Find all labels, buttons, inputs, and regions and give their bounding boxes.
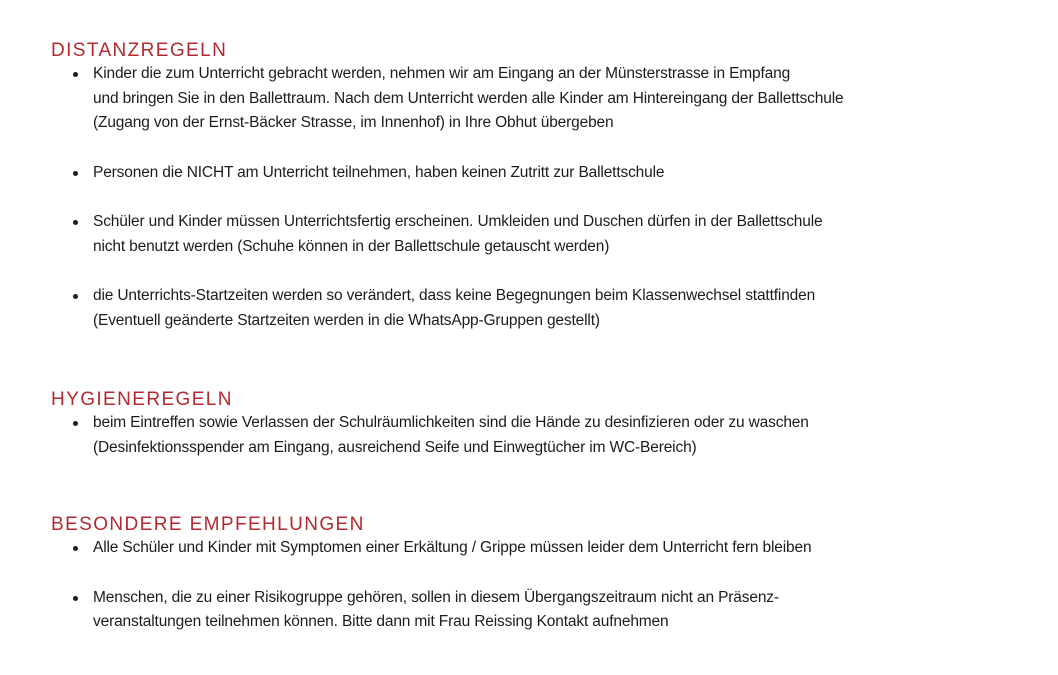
list-item-line: Alle Schüler und Kinder mit Symptomen einer Erkältung / Grippe müssen leider dem Unterricht fern bleiben	[93, 539, 812, 556]
list-item	[51, 536, 1011, 561]
list-item-line: die Unterrichts-Startzeiten werden so verändert, dass keine Begegnungen beim Klassenwechsel stattfinden	[93, 287, 816, 304]
rule-list	[51, 536, 1011, 635]
list-item	[51, 161, 1011, 186]
bullet-icon	[73, 546, 78, 551]
bullet-icon	[73, 220, 78, 225]
list-item-line: nicht benutzt werden (Schuhe können in der Ballettschule getauscht werden)	[93, 237, 610, 255]
section-heading: HYGIENEREGELN	[51, 389, 233, 410]
section-besondere-empfehlungen	[51, 514, 1011, 635]
list-item-line: beim Eintreffen sowie Verlassen der Schulräumlichkeiten sind die Hände zu desinfizieren oder zu waschen	[93, 414, 809, 431]
list-item-line: Kinder die zum Unterricht gebracht werden, nehmen wir am Eingang an der Münsterstrasse in Empfang	[93, 65, 791, 82]
section-heading: DISTANZREGELN	[51, 40, 228, 61]
rule-list	[51, 62, 1011, 333]
bullet-icon	[73, 171, 78, 176]
list-item-line: Schüler und Kinder müssen Unterrichtsfertig erscheinen. Umkleiden und Duschen dürfen in der Ballettschule	[93, 213, 823, 230]
section-heading: BESONDERE EMPFEHLUNGEN	[51, 514, 365, 535]
list-item-line: Menschen, die zu einer Risikogruppe gehören, sollen in diesem Übergangszeitraum nicht an Präsenz-	[93, 588, 779, 606]
list-item	[51, 62, 1011, 136]
list-item	[51, 210, 1011, 259]
section-hygieneregeln	[51, 389, 1011, 460]
list-item	[51, 411, 1011, 460]
bullet-icon	[73, 72, 78, 77]
bullet-icon	[73, 596, 78, 601]
list-item-line: und bringen Sie in den Ballettraum. Nach dem Unterricht werden alle Kinder am Hintereingang der Ballettschule	[93, 89, 844, 107]
rule-list	[51, 411, 1011, 460]
list-item-line: veranstaltungen teilnehmen können. Bitte dann mit Frau Reissing Kontakt aufnehmen	[93, 613, 669, 630]
bullet-icon	[73, 421, 78, 426]
list-item	[51, 586, 1011, 635]
list-item-line: (Desinfektionsspender am Eingang, ausreichend Seife und Einwegtücher im WC-Bereich)	[93, 438, 697, 456]
section-distanzregeln	[51, 40, 1011, 333]
list-item-line: (Eventuell geänderte Startzeiten werden in die WhatsApp-Gruppen gestellt)	[93, 311, 600, 329]
bullet-icon	[73, 294, 78, 299]
list-item-line: (Zugang von der Ernst-Bäcker Strasse, im Innenhof) in Ihre Obhut übergeben	[93, 114, 614, 131]
list-item-line: Personen die NICHT am Unterricht teilnehmen, haben keinen Zutritt zur Ballettschule	[93, 163, 665, 181]
list-item	[51, 284, 1011, 333]
